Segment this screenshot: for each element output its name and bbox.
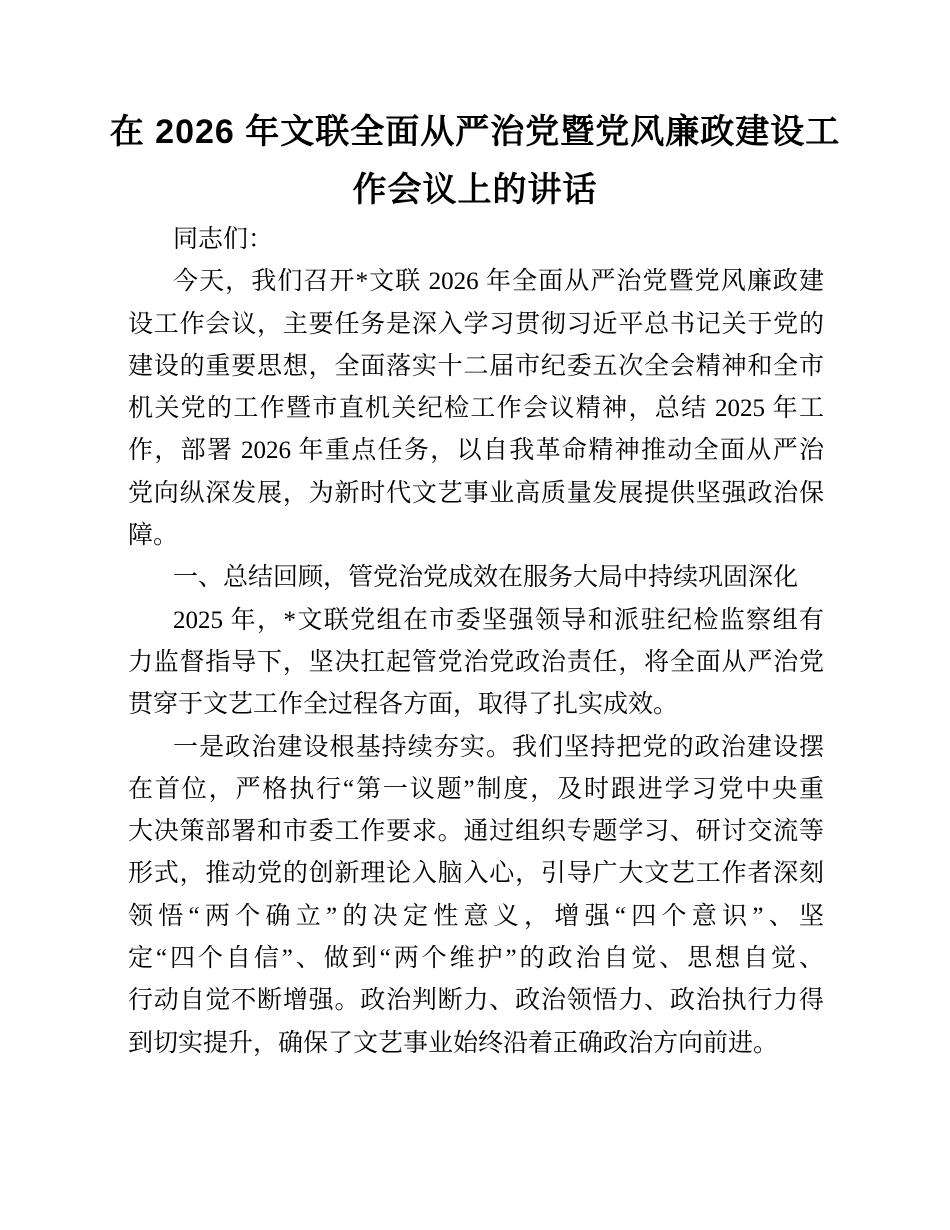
text-line: 同志们： [173,226,274,253]
text-line: 大决策部署和市委工作要求。通过组织专题学习、研讨交流等 [128,818,824,846]
text-line: 2025 年，*文联党组在市委坚强领导和派驻纪检监察组有 [173,606,824,634]
text-line: 党向纵深发展，为新时代文艺事业高质量发展提供坚强政治保 [128,479,824,507]
document-title [0,0,950,219]
text-line: 在首位，严格执行“第一议题”制度，及时跟进学习党中央重 [128,775,824,803]
text-line: 建设的重要思想，全面落实十二届市纪委五次全会精神和全市 [128,352,824,380]
text-line: 到切实提升，确保了文艺事业始终沿着正确政治方向前进。 [128,1029,779,1057]
text-line: 领悟“两个确立”的决定性意义，增强“四个意识”、坚 [128,902,824,930]
title-line-1: 在 2026 年文联全面从严治党暨党风廉政建设工 [109,113,841,151]
text-line: 一、总结回顾，管党治党成效在服务大局中持续巩固深化 [173,564,799,592]
text-line: 定“四个自信”、做到“两个维护”的政治自觉、思想自觉、 [128,945,824,973]
document-body [128,219,824,1065]
text-line: 设工作会议，主要任务是深入学习贯彻习近平总书记关于党的 [128,310,824,338]
title-line-2: 作会议上的讲话 [352,171,598,209]
text-line: 机关党的工作暨市直机关纪检工作会议精神，总结 2025 年工 [128,395,824,423]
text-line: 一是政治建设根基持续夯实。我们坚持把党的政治建设摆 [173,733,824,761]
text-line: 贯穿于文艺工作全过程各方面，取得了扎实成效。 [128,691,679,719]
text-line: 力监督指导下，坚决扛起管党治党政治责任，将全面从严治党 [128,648,824,676]
text-line: 行动自觉不断增强。政治判断力、政治领悟力、政治执行力得 [128,987,824,1015]
text-line: 作，部署 2026 年重点任务，以自我革命精神推动全面从严治 [128,437,824,465]
text-line: 障。 [128,522,179,550]
text-line: 形式，推动党的创新理论入脑入心，引导广大文艺工作者深刻 [128,860,824,888]
text-line: 今天，我们召开*文联 2026 年全面从严治党暨党风廉政建 [173,268,824,296]
